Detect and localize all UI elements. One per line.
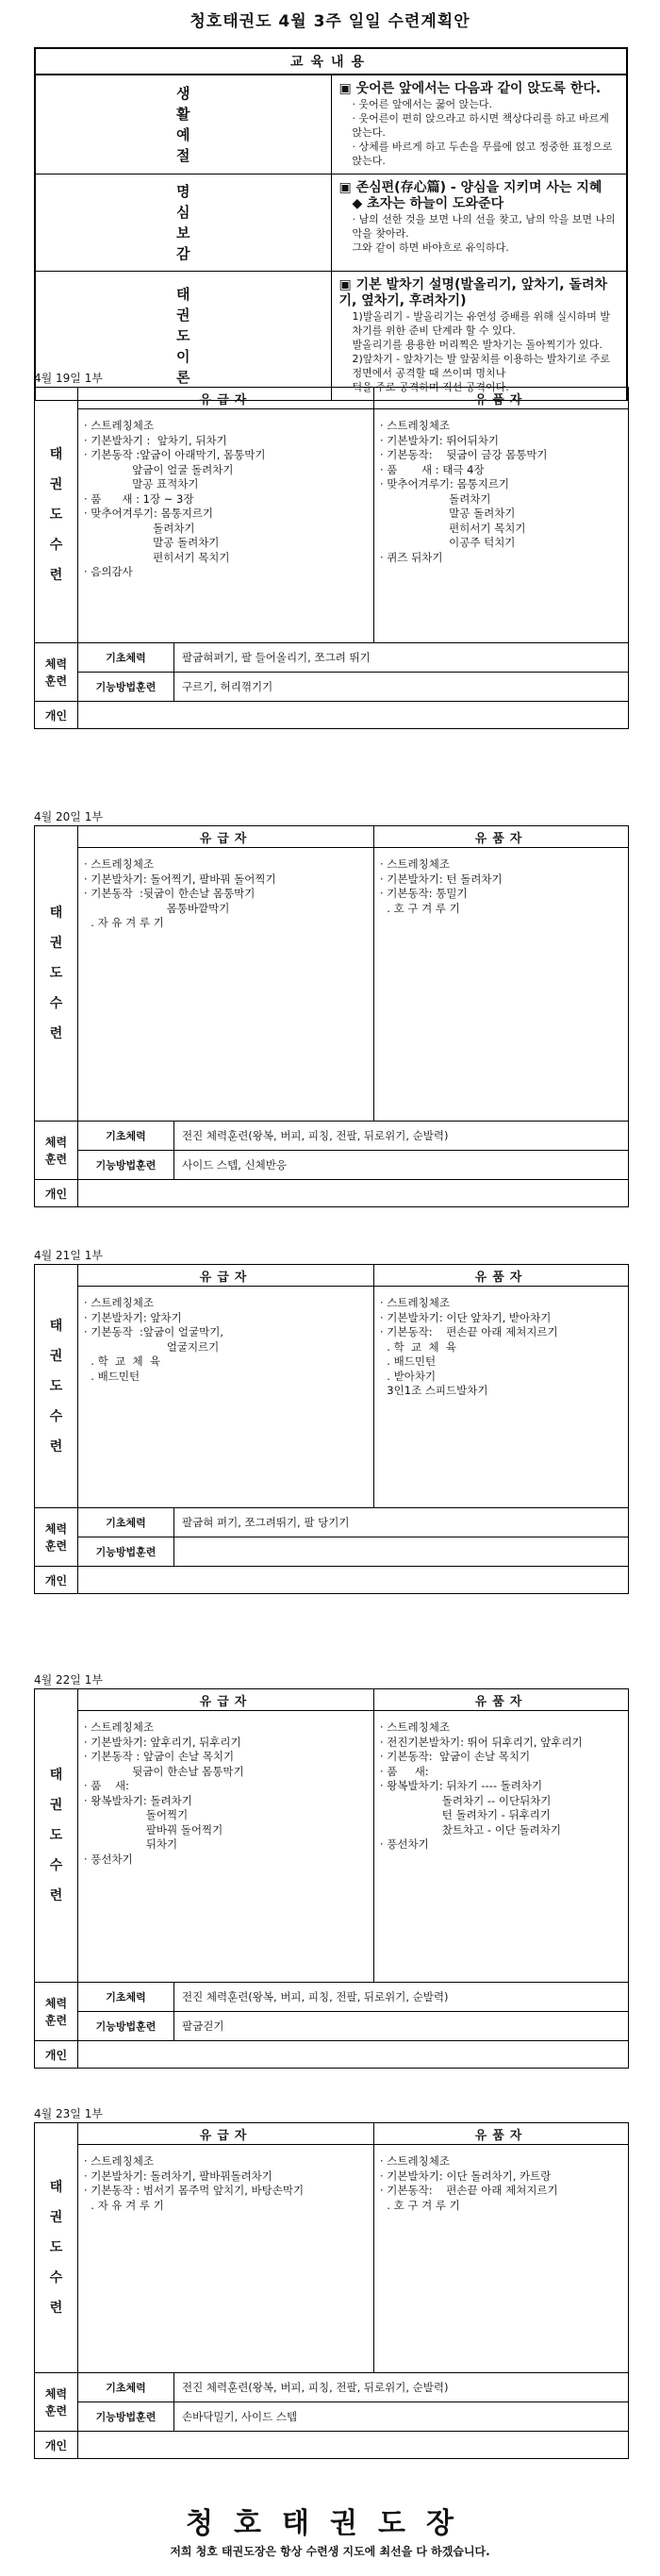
plan-line: 뒤차기 — [84, 1837, 178, 1851]
plan-line: 돌려차기 -- 이단뒤차기 — [380, 1793, 552, 1807]
column-header-colored-belt: 유급자 — [78, 388, 374, 409]
education-header: 교육내용 — [35, 48, 627, 75]
day-plan-table — [34, 1688, 629, 2069]
plan-line: · 스트레칭체조 — [380, 419, 450, 432]
plan-line: . 학 교 체 육 — [84, 1354, 160, 1368]
poom-plan — [374, 409, 629, 643]
plan-line: · 퀴즈 뒤차기 — [380, 550, 443, 564]
personal-notes — [78, 2432, 629, 2459]
education-table — [34, 47, 628, 401]
plan-line: · 스트레칭체조 — [380, 2154, 450, 2168]
plan-line: · 기본동작 :뒷굽이 한손날 몸통막기 — [84, 887, 256, 900]
plan-line: · 스트레칭체조 — [84, 419, 154, 432]
column-header-colored-belt: 유급자 — [78, 1265, 374, 1287]
plan-line: 팔바꿔 돌어찍기 — [84, 1822, 223, 1836]
plan-line: 얼굴지르기 — [84, 1339, 220, 1354]
plan-line: · 기본발차기: 돌려차기, 팔바꿔돌려차기 — [84, 2169, 272, 2183]
personal-label: 개인 — [35, 2041, 78, 2069]
plan-line: · 스트레칭체조 — [84, 2154, 154, 2168]
physical-training-label: 체력 훈련 — [35, 1122, 78, 1180]
training-side-label: 태 권 도 수 련 — [35, 388, 78, 643]
plan-line: · 왕복발차기: 돌려차기 — [84, 1793, 192, 1807]
plan-line: 편히서기 목치기 — [84, 550, 230, 564]
page-title: 청호태권도 4월 3주 일일 수련계획안 — [190, 12, 470, 31]
plan-line: · 기본동작: 편손끝 아래 제쳐지르기 — [380, 1325, 558, 1338]
plan-line: 돌려차기 — [380, 491, 491, 506]
plan-line: · 기본동작: 앞굽이 손날 목치기 — [380, 1750, 531, 1763]
edu-row — [35, 75, 627, 175]
plan-line: . 호 구 겨 루 기 — [380, 2198, 460, 2212]
plan-line: · 품 새: — [84, 1779, 130, 1792]
poom-plan — [374, 1287, 629, 1508]
plan-line: . 받아차기 — [380, 1369, 437, 1383]
edu-content: ▣ 웃어른 앞에서는 다음과 같이 앉도록 한다. · 웃어른 앞에서는 꿇어 앉는다. · 웃어른이 편히 앉으라고 하시면 책상다리를 하고 바르게 앉는다. · 상체를 바르게 하고 두손을 무릎에 얹고 정중한 표정으로 앉는다. — [331, 75, 627, 175]
training-side-label: 태 권 도 수 련 — [35, 1689, 78, 1983]
plan-line: · 기본동작 : 앞굽이 손날 목치기 — [84, 1750, 235, 1763]
plan-line: · 품 새 : 1장 ~ 3장 — [84, 491, 194, 506]
column-header-poom: 유품자 — [374, 1689, 629, 1711]
training-side-label: 태 권 도 수 련 — [35, 2123, 78, 2373]
plan-line: · 품 새: — [380, 1764, 429, 1778]
plan-line: · 스트레칭체조 — [84, 1720, 154, 1734]
edu-content: ▣ 기본 발차기 설명(발올리기, 앞차기, 돌려차기, 옆차기, 후려차기) 1)발올리기 - 발올리기는 유연성 증배를 위해 실시하며 발차기를 위한 준비 단계라 할 수 있다. 발올리기를 용용한 머리찍은 발차기는 돌아찍기가 있다. 2)앞차기 - 앞차기는 발 앞꿈치를 이용하는 발차기로 주로 정면에서 공격할 때 쓰이며 명치나 턱을 주로 공격하며 직선 공격이다. — [331, 272, 627, 401]
personal-notes — [78, 2041, 629, 2069]
skill-training-label: 기능방법훈련 — [78, 1537, 174, 1567]
day-label: 4월 21일 1부 — [34, 1249, 103, 1262]
edu-content: ▣ 존심편(存心篇) - 양심을 지키며 사는 지혜 ◆ 초자는 하늘이 도와준다 · 남의 선한 것을 보면 나의 선을 찾고, 남의 악을 보면 나의 악을 찾아라. 그와 같이 하면 바야흐로 유익하다. — [331, 175, 627, 272]
personal-label: 개인 — [35, 1180, 78, 1207]
day-plan-table — [34, 1264, 629, 1594]
plan-line: 말공 돌려차기 — [380, 507, 516, 520]
column-header-colored-belt: 유급자 — [78, 826, 374, 848]
column-header-poom: 유품자 — [374, 1265, 629, 1287]
poom-plan — [374, 2145, 629, 2373]
footer-subtitle: 저희 청호 태권도장은 항상 수련생 지도에 최선을 다 하겠습니다. — [170, 2545, 490, 2558]
personal-notes — [78, 1180, 629, 1207]
day-plan-table — [34, 387, 629, 729]
plan-line: · 기본동작: 편손끝 아래 제쳐지르기 — [380, 2184, 558, 2197]
plan-line: 몸통바깥막기 — [84, 901, 230, 915]
plan-line: · 맞추어겨루기: 몸통지르기 — [84, 507, 214, 520]
colored-belt-plan — [78, 2145, 374, 2373]
physical-training-label: 체력 훈련 — [35, 643, 78, 702]
plan-line: · 풍선차기 — [84, 1852, 133, 1866]
plan-line: · 기본동작 :앞굽이 아래막기, 몸통막기 — [84, 448, 266, 461]
training-side-label: 태 권 도 수 련 — [35, 1265, 78, 1508]
plan-line: . 학 교 체 육 — [380, 1339, 456, 1354]
plan-line: · 스트레칭체조 — [380, 1296, 450, 1309]
plan-line: · 기본발차기: 턴 돌려차기 — [380, 872, 503, 886]
plan-line: 돌려차기 — [84, 521, 195, 535]
column-header-poom: 유품자 — [374, 2123, 629, 2145]
skill-training-value: 손바닥밀기, 사이드 스텝 — [174, 2402, 629, 2432]
physical-training-label: 체력 훈련 — [35, 1508, 78, 1567]
skill-training-label: 기능방법훈련 — [78, 2012, 174, 2041]
physical-training-label: 체력 훈련 — [35, 1983, 78, 2041]
plan-line: · 전진기본발차기: 뛰어 뒤후리기, 앞후리기 — [380, 1735, 583, 1749]
day-label: 4월 20일 1부 — [34, 810, 103, 823]
plan-line: · 스트레칭체조 — [84, 857, 154, 871]
basic-fitness-label: 기초체력 — [78, 2373, 174, 2402]
personal-label: 개인 — [35, 702, 78, 729]
plan-line: . 자 유 겨 루 기 — [84, 916, 164, 929]
colored-belt-plan — [78, 1287, 374, 1508]
edu-category: 명 심 보 감 — [35, 175, 331, 272]
skill-training-value: 구르기, 허리꺾기기 — [174, 673, 629, 702]
personal-label: 개인 — [35, 2432, 78, 2459]
plan-line: · 기본발차기 : 앞차기, 뒤차기 — [84, 433, 227, 447]
plan-line: 편히서기 목치기 — [380, 521, 526, 535]
skill-training-label: 기능방법훈련 — [78, 2402, 174, 2432]
plan-line: · 음의감사 — [84, 565, 133, 578]
plan-line: · 스트레칭체조 — [380, 1720, 450, 1734]
plan-line: 앞굽이 얼굴 돌려차기 — [84, 462, 234, 476]
basic-fitness-label: 기초체력 — [78, 1122, 174, 1151]
column-header-poom: 유품자 — [374, 388, 629, 409]
plan-line: · 스트레칭체조 — [84, 1296, 154, 1309]
plan-line: · 기본발차기: 뛰어뒤차기 — [380, 433, 499, 447]
day-label: 4월 22일 1부 — [34, 1673, 103, 1687]
plan-line: . 자 유 겨 루 기 — [84, 2198, 164, 2212]
skill-training-value: 팔굽걷기 — [174, 2012, 629, 2041]
edu-category: 생 활 예 절 — [35, 75, 331, 175]
basic-fitness-value: 팔굽혀펴기, 팔 들어올리기, 쪼그려 뛰기 — [174, 643, 629, 673]
colored-belt-plan — [78, 1711, 374, 1983]
personal-label: 개인 — [35, 1567, 78, 1594]
basic-fitness-value: 팔굽혀 펴기, 쪼그려뛰기, 팔 당기기 — [174, 1508, 629, 1537]
plan-line: · 맞추어겨루기: 몸통지르기 — [380, 477, 510, 490]
plan-line: · 왕복발차기: 뒤차기 ---- 돌려차기 — [380, 1779, 543, 1792]
plan-line: · 기본동작: 통밀기 — [380, 887, 468, 900]
footer-title: 청호태권도장 — [186, 2507, 474, 2540]
colored-belt-plan — [78, 409, 374, 643]
plan-line: · 스트레칭체조 — [380, 857, 450, 871]
physical-training-label: 체력 훈련 — [35, 2373, 78, 2432]
skill-training-label: 기능방법훈련 — [78, 673, 174, 702]
plan-line: . 배드민턴 — [84, 1369, 140, 1383]
day-plan-table — [34, 825, 629, 1207]
column-header-colored-belt: 유급자 — [78, 1689, 374, 1711]
basic-fitness-value: 전진 체력훈련(왕복, 버피, 피칭, 전팔, 뒤로위기, 순발력) — [174, 2373, 629, 2402]
plan-line: · 품 새 : 태극 4장 — [380, 462, 485, 476]
edu-row — [35, 272, 627, 401]
edu-row — [35, 175, 627, 272]
plan-line: · 기본동작 :앞굽이 얼굴막기, — [84, 1325, 224, 1338]
plan-line: · 기본발차기: 이단 앞차기, 받아차기 — [380, 1310, 552, 1324]
personal-notes — [78, 702, 629, 729]
plan-line: · 기본발차기: 돌어찍기, 팔바꿔 돌어찍기 — [84, 872, 276, 886]
basic-fitness-value: 전진 체력훈련(왕복, 버피, 피칭, 전팔, 뒤로위기, 순발력) — [174, 1122, 629, 1151]
basic-fitness-value: 전진 체력훈련(왕복, 버피, 피칭, 전팔, 뒤로위기, 순발력) — [174, 1983, 629, 2012]
plan-line: . 배드민턴 — [380, 1354, 437, 1368]
plan-line: 찼트차고 - 이단 돌려차기 — [380, 1822, 562, 1836]
colored-belt-plan — [78, 848, 374, 1122]
skill-training-value: 사이드 스텝, 신체반응 — [174, 1151, 629, 1180]
plan-line: 이공주 턱치기 — [380, 536, 516, 549]
plan-line: 말공 표적차기 — [84, 477, 199, 490]
plan-line: · 기본동작: 뒷굽이 금강 몸통막기 — [380, 448, 548, 461]
plan-line: 돌어찍기 — [84, 1808, 189, 1821]
edu-category: 태 권 도 이 론 — [35, 272, 331, 401]
plan-line: 3인1조 스피드발차기 — [380, 1384, 488, 1397]
plan-line: · 풍선차기 — [380, 1837, 429, 1851]
poom-plan — [374, 1711, 629, 1983]
day-plan-table — [34, 2122, 629, 2459]
personal-notes — [78, 1567, 629, 1594]
plan-line: · 기본발차기: 앞후리기, 뒤후리기 — [84, 1735, 241, 1749]
basic-fitness-label: 기초체력 — [78, 1508, 174, 1537]
plan-line: · 기본발차기: 이단 돌려차기, 카트랑 — [380, 2169, 552, 2183]
day-label: 4월 19일 1부 — [34, 372, 103, 385]
basic-fitness-label: 기초체력 — [78, 643, 174, 673]
basic-fitness-label: 기초체력 — [78, 1983, 174, 2012]
plan-line: · 기본동작 : 범서기 몸주먹 앞치기, 바탕손막기 — [84, 2184, 305, 2197]
skill-training-label: 기능방법훈련 — [78, 1151, 174, 1180]
poom-plan — [374, 848, 629, 1122]
skill-training-value — [174, 1537, 629, 1567]
column-header-poom: 유품자 — [374, 826, 629, 848]
day-label: 4월 23일 1부 — [34, 2107, 103, 2120]
plan-line: 뒷굽이 한손날 몸통막기 — [84, 1764, 244, 1778]
plan-line: · 기본발차기: 앞차기 — [84, 1310, 182, 1324]
plan-line: . 호 구 겨 루 기 — [380, 901, 460, 915]
column-header-colored-belt: 유급자 — [78, 2123, 374, 2145]
training-side-label: 태 권 도 수 련 — [35, 826, 78, 1122]
plan-line: 턴 돌려차기 - 뒤후리기 — [380, 1808, 551, 1821]
plan-line: 말공 돌려차기 — [84, 536, 220, 549]
